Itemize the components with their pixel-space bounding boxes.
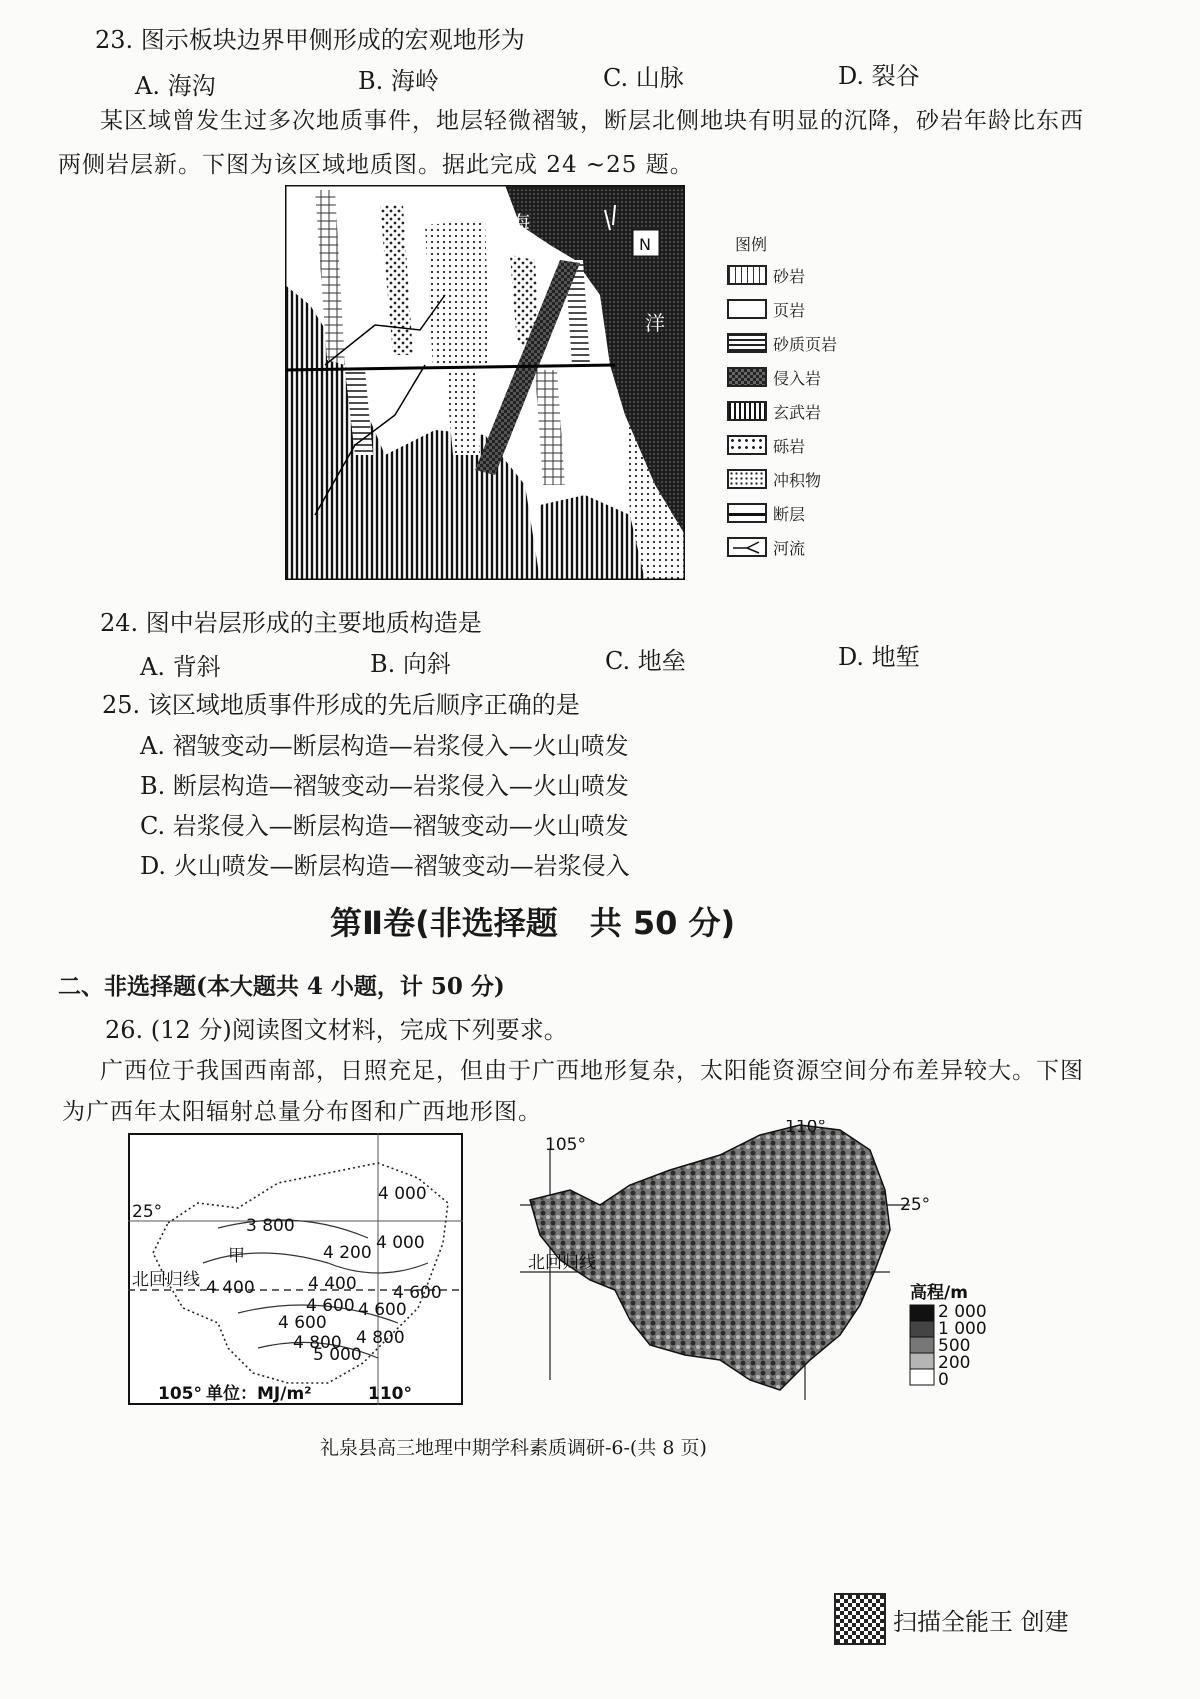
solar-bottom-110: 110° (368, 1384, 412, 1404)
sea-label: 海 (510, 211, 530, 235)
isoline-label: 4 600 (306, 1296, 355, 1316)
q24-stem: 24. 图中岩层形成的主要地质构造是 (100, 609, 482, 637)
elev-swatch-0 (910, 1369, 934, 1385)
terrain-lon-110: 110° (785, 1120, 826, 1137)
legend-title: 图例 (735, 235, 768, 254)
elev-value: 2 000 (938, 1302, 987, 1322)
alluvium-center (425, 220, 490, 370)
legend-item-sandstone: 砂岩 (727, 262, 805, 288)
elev-swatch-1000 (910, 1321, 934, 1337)
isoline-label: 4 600 (358, 1300, 407, 1320)
passage-line-1: 某区域曾发生过多次地质事件，地层轻微褶皱，断层北侧地块有明显的沉降，砂岩年龄比东西 (100, 108, 1084, 134)
geological-legend (727, 230, 857, 570)
q23-option-c: C. 山脉 (603, 64, 684, 92)
elev-value: 0 (938, 1370, 949, 1390)
solar-radiation-map (128, 1133, 463, 1405)
q24-option-d: D. 地堑 (838, 643, 920, 671)
isoline-label: 4 400 (308, 1274, 357, 1294)
legend-item-fault: 断层 (727, 500, 805, 526)
terrain-map (520, 1120, 995, 1420)
q23-option-a: A. 海沟 (135, 72, 216, 100)
page-footer: 礼泉县高三地理中期学科素质调研-6-(共 8 页) (320, 1437, 707, 1459)
q25-option-c: C. 岩浆侵入—断层构造—褶皱变动—火山喷发 (140, 812, 629, 840)
q24-option-b: B. 向斜 (370, 650, 451, 678)
legend-item-sandy-shale: 砂质页岩 (727, 330, 837, 356)
legend-item-basalt: 玄武岩 (727, 398, 821, 424)
q23-option-b: B. 海岭 (358, 67, 439, 95)
q24-option-a: A. 背斜 (140, 653, 221, 681)
solar-lat-25: 25° (132, 1202, 163, 1222)
jia-label: 甲 (228, 1246, 245, 1266)
elev-value: 500 (938, 1336, 971, 1356)
ocean-label: 洋 (645, 311, 665, 335)
terrain-tropic-label: 北回归线 (528, 1253, 596, 1273)
q26-para-2: 为广西年太阳辐射总量分布图和广西地形图。 (62, 1099, 542, 1125)
isoline-label: 4 400 (206, 1278, 255, 1298)
solar-unit: 单位：MJ/m² (206, 1384, 312, 1404)
q24-option-c: C. 地垒 (605, 647, 686, 675)
legend-item-shale: 页岩 (727, 296, 805, 322)
solar-map-frame (129, 1134, 462, 1404)
solar-tropic-label: 北回归线 (132, 1270, 200, 1290)
section-ii-heading: 二、非选择题(本大题共 4 小题，计 50 分) (58, 973, 505, 1000)
elev-value: 1 000 (938, 1319, 987, 1339)
solar-bottom-105: 105° (158, 1384, 202, 1404)
isoline-label: 4 200 (323, 1243, 372, 1263)
legend-item-river: 河流 (727, 534, 805, 560)
isoline-label: 4 800 (293, 1333, 342, 1353)
isoline-label: 5 000 (313, 1345, 362, 1365)
solar-map-svg (128, 1133, 463, 1405)
isoline-label: 3 800 (246, 1216, 295, 1236)
terrain-lon-105: 105° (545, 1135, 586, 1155)
terrain-lat-25: 25° (900, 1195, 931, 1215)
elevation-title: 高程/m (910, 1283, 968, 1303)
passage-line-2: 两侧岩层新。下图为该区域地质图。据此完成 24 ~25 题。 (58, 152, 694, 178)
q23-stem: 23. 图示板块边界甲侧形成的宏观地形为 (95, 26, 525, 54)
north-label: N (639, 235, 651, 254)
isoline-label: 4 800 (356, 1328, 405, 1348)
isoline-label: 4 600 (393, 1283, 442, 1303)
legend-item-intrusive: 侵入岩 (727, 364, 821, 390)
terrain-map-svg (520, 1120, 995, 1420)
elev-swatch-200 (910, 1353, 934, 1369)
geological-map (285, 185, 685, 580)
section-ii-title: 第Ⅱ卷(非选择题 共 50 分) (330, 904, 736, 942)
q26-stem: 26. (12 分)阅读图文材料，完成下列要求。 (105, 1016, 568, 1044)
q25-option-d: D. 火山喷发—断层构造—褶皱变动—岩浆侵入 (140, 852, 630, 880)
q26-para-1: 广西位于我国西南部，日照充足，但由于广西地形复杂，太阳能资源空间分布差异较大。下图 (100, 1058, 1084, 1084)
elev-value: 200 (938, 1353, 971, 1373)
elev-swatch-500 (910, 1337, 934, 1353)
legend-item-gravel: 砾岩 (727, 432, 805, 458)
legend-item-alluvium: 冲积物 (727, 466, 821, 492)
q23-option-d: D. 裂谷 (838, 62, 920, 90)
q25-option-a: A. 褶皱变动—断层构造—岩浆侵入—火山喷发 (140, 732, 629, 760)
elev-swatch-2000 (910, 1305, 934, 1321)
scanner-watermark: 扫描全能王 创建 (893, 1608, 1069, 1636)
isoline-label: 4 000 (378, 1184, 427, 1204)
q25-stem: 25. 该区域地质事件形成的先后顺序正确的是 (102, 691, 580, 719)
isoline-label: 4 000 (376, 1233, 425, 1253)
q25-option-b: B. 断层构造—褶皱变动—岩浆侵入—火山喷发 (140, 772, 629, 800)
geological-map-svg (285, 185, 685, 580)
isoline-label: 4 600 (278, 1313, 327, 1333)
qr-code-icon (834, 1593, 886, 1645)
